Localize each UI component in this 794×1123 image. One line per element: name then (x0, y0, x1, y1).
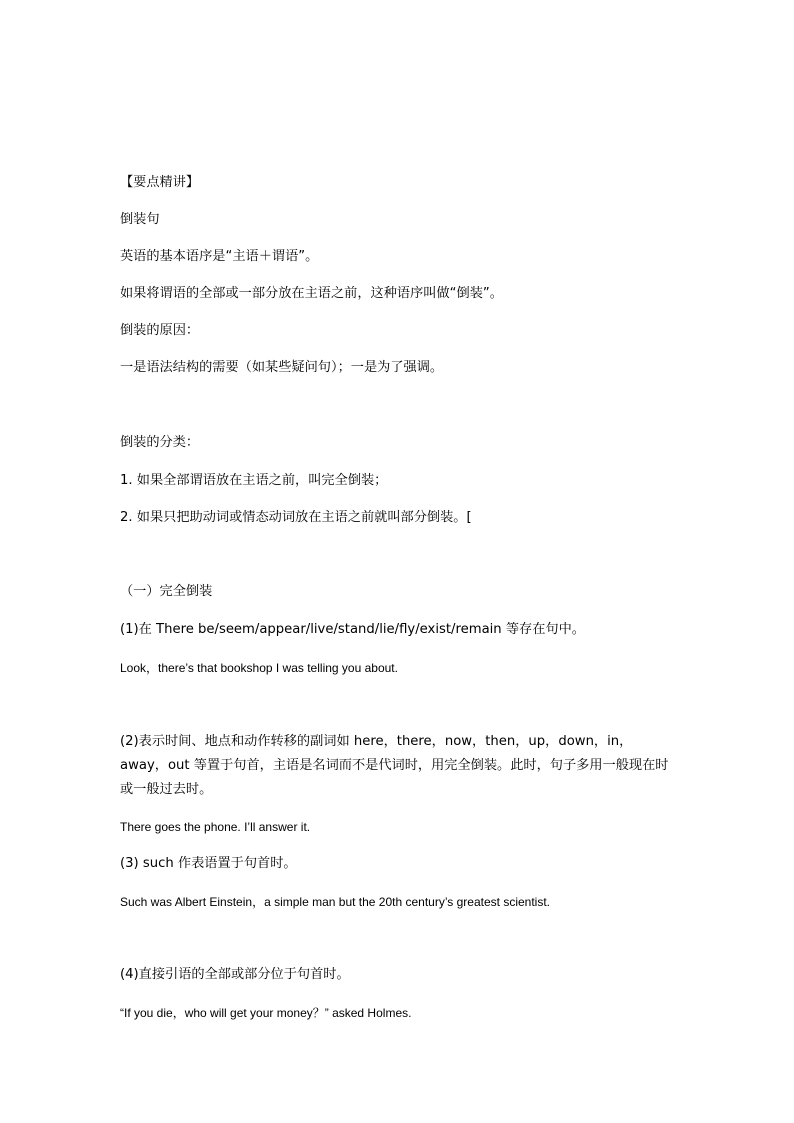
rule-text: (2)表示时间、地点和动作转移的副词如 here，there，now，then，up，down，in，away，out 等置于句首，主语是名词而不是代词时，用完全倒装。此时，句子多用一般现在时或一般过去时。 (120, 734, 669, 797)
rule-text: (1)在 There be/seem/appear/live/stand/lie/fly/exist/remain 等存在句中。 (120, 622, 585, 637)
example-sentence: Look，there’s that bookshop I was telling you about. (120, 661, 398, 675)
example-sentence: Such was Albert Einstein，a simple man but the 20th century’s greatest scientist. (120, 895, 550, 909)
classification-item: 1. 如果全部谓语放在主语之前，叫完全倒装； (120, 473, 388, 488)
intro-line-1: 英语的基本语序是“主语＋谓语”。 (120, 249, 319, 264)
part-heading: （一）完全倒装 (120, 584, 213, 599)
classification-item: 2. 如果只把助动词或情态动词放在主语之前就叫部分倒装。[ (120, 510, 472, 525)
topic-heading: 倒装句 (120, 212, 160, 227)
section-title: 【要点精讲】 (120, 175, 200, 190)
rule-text: (4)直接引语的全部或部分位于句首时。 (120, 967, 350, 982)
classification-heading: 倒装的分类： (120, 435, 200, 450)
example-sentence: “If you die，who will get your money？” asked Holmes. (120, 1006, 412, 1020)
reason-text: 一是语法结构的需要（如某些疑问句）；一是为了强调。 (120, 360, 444, 375)
example-sentence: There goes the phone. I’ll answer it. (120, 820, 311, 834)
reason-heading: 倒装的原因： (120, 323, 200, 338)
intro-line-2: 如果将谓语的全部或一部分放在主语之前，这种语序叫做“倒装”。 (120, 286, 503, 301)
rule-text: (3) such 作表语置于句首时。 (120, 856, 297, 871)
